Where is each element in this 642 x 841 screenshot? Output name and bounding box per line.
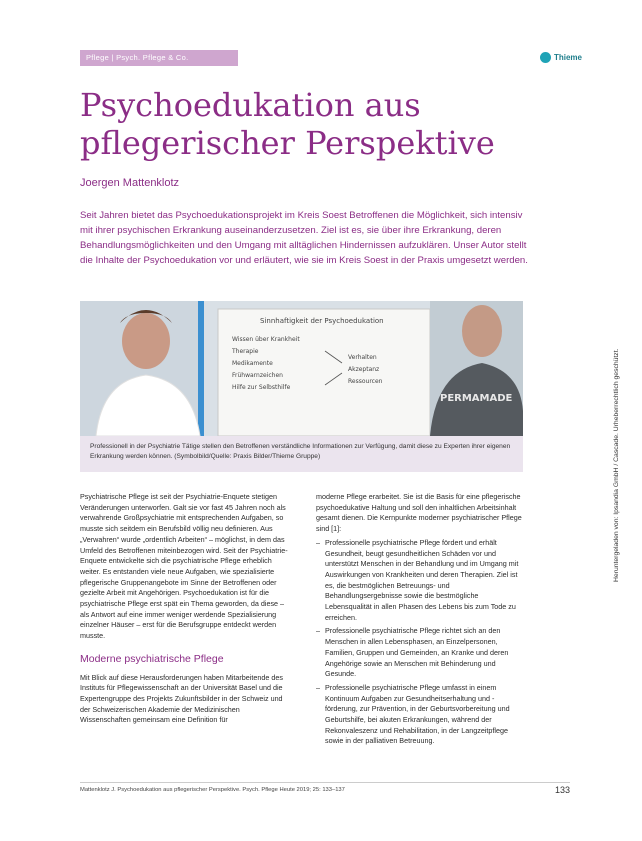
article-author: Joergen Mattenklotz (80, 177, 180, 189)
list-item: – Professionelle psychiatrische Pflege fördert und erhält Gesundheit, beugt gesundheitlichen Schäden vor und unterstützt Menschen in der Behandlung und im Umgang mit Auswirkungen von Krankheiten und deren Therapien. Ziel ist es, die bestmöglichen Betreuungs- und Behandlungsergebnisse sowie die bestmögliche Lebensqualität in allen Phasen des Lebens bis zum Tode zu erreichen. (316, 537, 519, 622)
flipchart-heading: Sinnhaftigkeit der Psychoedukation (260, 317, 384, 325)
right-column (316, 492, 524, 750)
article-title: Psychoedukation aus pflegerischer Perspektive (80, 86, 495, 162)
dash-bullet: – (316, 682, 320, 692)
flipchart-item: Medikamente (232, 360, 273, 367)
dash-bullet: – (316, 537, 320, 547)
list-item: – Professionelle psychiatrische Pflege umfasst in einem Kontinuum Aufgaben zur Gesundheitserhaltung und -förderung, zur Prävention, in der Geburtsvorbereitung und Geburtshilfe, bei akuten Erkrankungen, während der Rekonvaleszenz und Rehabilitation, in der Langzeitpflege sowie in der palliativen Betreuung. (316, 682, 510, 746)
article-lead: Seit Jahren bietet das Psychoedukationsprojekt im Kreis Soest Betroffenen die Möglichkeit, sich intensiv mit ihrer psychischen Erkrankung auseinanderzusetzen. Ziel ist es, sie über ihre Erkrankung, deren Behandlungsmöglichkeiten und den Umgang mit alltäglichen Hindernissen aufzuklären. Unser Autor stellt die Inhalte der Psychoedukation vor und erläutert, wie sie im Kreis Soest in der Praxis umgesetzt werden. (80, 210, 528, 266)
section-tag: Pflege | Psych. Pflege & Co. (80, 50, 238, 66)
flipchart-item: Akzeptanz (348, 366, 380, 373)
body-paragraph: moderne Pflege erarbeitet. Sie ist die Basis für eine pflegerische psychoedukative Haltung und soll den inhaltlichen Arbeitsinhalt gesamt dienen. Die Kernpunkte moderner psychiatrischer Pflege sind [1]: (316, 492, 522, 534)
download-notice (613, 282, 627, 582)
download-notice-text: Heruntergeladen von: Ipsandia GmbH / Cascade. Urheberrechtlich geschützt. (613, 348, 620, 582)
article-photo (80, 301, 523, 436)
page-number: 133 (554, 785, 570, 795)
dash-bullet: – (316, 626, 320, 636)
body-paragraph: Psychiatrische Pflege ist seit der Psychiatrie-Enquete stetigen Veränderungen unterworfen. Galt sie vor fast 45 Jahren noch als verwahrende Großpsychiatrie mit entsprechenden Aufgaben, so musste sich seitdem ein Berufsbild völlig neu definieren. Aus „Verwahren“ wurde „ordentlich Arbeiten“ – möglichst, in dem das Umfeld des Betroffenen miteinbezogen wird. Seit der Psychiatrie-Enquete entwickelte sich die psychiatrische Pflege erheblich weiter. Es entstanden viele neue Aufgaben, wie spezialisierte pflegerische Gruppenangebote im Sinne der Betroffenen oder gezielte Arbeit mit Angehörigen. Psychoedukation ist für die psychiatrische Pflege erst spät ein Thema geworden, da diese – als Antwort auf eine immer weniger werdende Spezialisierung einzelner Häuser – erst für die Berufsgruppe entdeckt werden musste. (80, 492, 288, 641)
body-paragraph: Mit Blick auf diese Herausforderungen haben Mitarbeitende des Instituts für Pflegewissenschaft an der Universität Basel und die Expertengruppe des Projekts Zukunftsbilder in der Schweiz und der Schweizerischen Akademie der Medizinischen Wissenschaften gemeinsam eine Definition für (80, 672, 283, 725)
publisher-name: Thieme (553, 53, 582, 62)
flipchart-item: Hilfe zur Selbsthilfe (232, 384, 291, 391)
thieme-logo-icon (540, 52, 551, 63)
shirt-text: PERMAMADE (440, 393, 513, 404)
flipchart-item: Wissen über Krankheit (232, 336, 300, 343)
photo-caption: Professionell in der Psychiatrie Tätige stellen den Betroffenen verständliche Informationen zur Verfügung, damit diese zu Experten ihrer eigenen Erkrankung werden können. (Symbolbild/Quelle: Praxis Bilder/Thieme Gruppe) (80, 436, 523, 472)
flipchart-item: Frühwarnzeichen (232, 372, 283, 379)
left-column (80, 492, 288, 726)
flipchart-item: Verhalten (348, 354, 377, 361)
flipchart-item: Therapie (232, 348, 259, 355)
bullet-list (316, 538, 524, 747)
publisher-logo (540, 52, 582, 63)
section-heading: Moderne psychiatrische Pflege (80, 652, 224, 665)
footer-citation: Mattenklotz J. Psychoedukation aus pflegerischer Perspektive. Psych. Pflege Heute 2019; 25: 133–137 (80, 787, 345, 793)
footer-divider (80, 782, 570, 783)
list-item: – Professionelle psychiatrische Pflege richtet sich an den Menschen in allen Lebensphasen, an Einzelpersonen, Familien, Gruppen und Gemeinden, an Kranke und deren Angehörige sowie an Menschen mit Behinderung und Gesunde. (316, 626, 509, 679)
photo-illustration (80, 301, 523, 436)
flipchart-item: Ressourcen (348, 378, 383, 385)
